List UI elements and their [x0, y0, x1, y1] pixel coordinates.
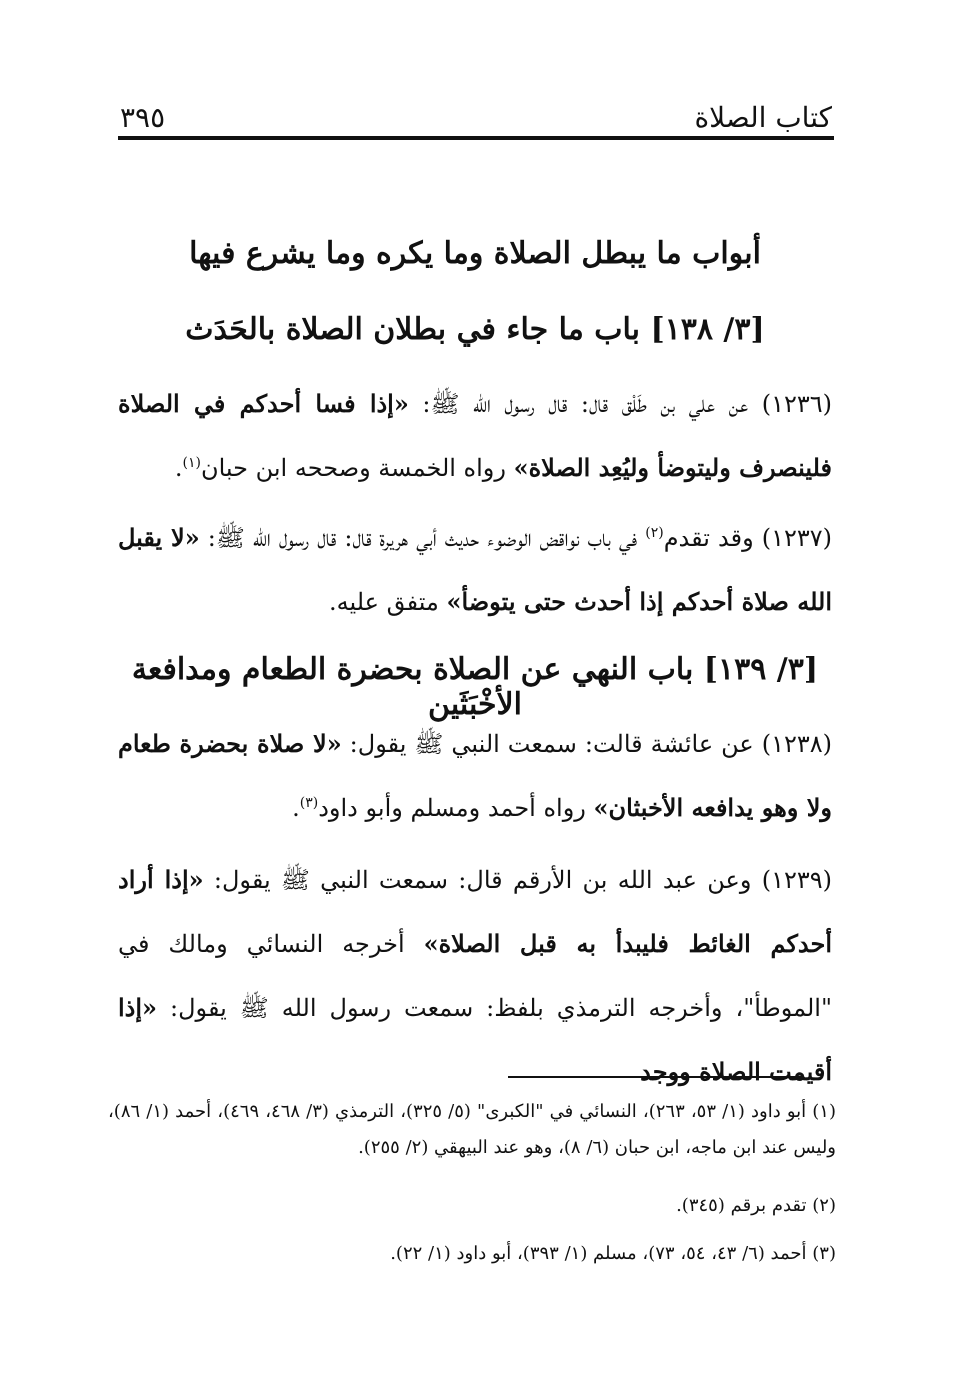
hadith-lead: (١٢٣٨) عن عائشة قالت: سمعت النبي ﷺ يقول: — [341, 730, 833, 758]
hadith-quote: «إذا أراد أحدكم الغائط فليبدأ به قبل الصلاة» — [118, 865, 832, 958]
hadith-lead: (١٢٣٩) وعن عبد الله بن الأرقم قال: سمعت النبي ﷺ يقول: — [203, 866, 832, 894]
hadith-1237 — [118, 506, 832, 634]
hadith-tail: متفق عليه. — [328, 588, 447, 616]
hadith-1236 — [118, 372, 832, 500]
book-title: كتاب الصلاة — [694, 101, 832, 134]
chapter-heading-138: [٣/ ١٣٨] باب ما جاء في بطلان الصلاة بالحَدَث — [185, 312, 765, 347]
footnote-ref-1[interactable]: (١) — [182, 455, 201, 471]
footnote-1: (١) أبو داود (١/ ٥٣، ٢٦٣)، النسائي في "الكبرى" (٥/ ٣٢٥)، الترمذي (٣/ ٤٦٨، ٤٦٩)، أحمد (١/ ٨٦)، وليس عند ابن ماجه، ابن حبان (٦/ ٨)، وهو عند البيهقي (٢/ ٢٥٥). — [108, 1101, 836, 1158]
footnote-2: (٢) تقدم برقم (٣٤٥). — [676, 1195, 836, 1216]
hadith-quote: «لا يقبل الله صلاة أحدكم إذا أحدث حتى يتوضأ» — [118, 523, 832, 616]
footnote-3: (٣) أحمد (٦/ ٤٣، ٥٤، ٧٣)، مسلم (١/ ٣٩٣)، أبو داود (١/ ٢٢). — [390, 1243, 836, 1264]
running-head — [120, 88, 832, 132]
footnote-ref-3[interactable]: (٣) — [299, 795, 319, 811]
header-rule — [118, 136, 834, 140]
hadith-quote: «إذا فسا أحدكم في الصلاة فلينصرف وليتوضأ وليُعِد الصلاة» — [118, 389, 832, 482]
footnote-separator — [508, 1076, 804, 1078]
hadith-end: . — [174, 454, 183, 482]
footnote-ref-2[interactable]: (٢) — [645, 525, 664, 541]
hadith-mid: أخرجه النسائي ومالك في "الموطأ"، وأخرجه الترمذي بلفظ: سمعت رسول الله ﷺ يقول: — [118, 930, 832, 1022]
hadith-lead: (١٢٣٧) وقد تقدم — [663, 524, 833, 552]
page-number: ٣٩٥ — [120, 101, 166, 134]
hadith-1238 — [118, 712, 832, 840]
hadith-mid: في باب نواقض الوضوء حديث أبي هريرة قال: قال رسول الله ﷺ: — [199, 524, 646, 552]
chapter-heading-139: [٣/ ١٣٩] باب النهي عن الصلاة بحضرة الطعام ومدافعة الأخْبَثَين — [131, 652, 819, 722]
hadith-end: . — [292, 794, 300, 822]
hadith-1239 — [118, 848, 832, 1104]
hadith-quote: «لا صلاة بحضرة طعام ولا وهو يدافعه الأخبثان» — [118, 729, 832, 822]
main-heading: أبواب ما يبطل الصلاة وما يكره وما يشرع فيها — [189, 236, 761, 271]
hadith-quote-2: «إذا أقيمت الصلاة ووجد — [118, 993, 832, 1086]
hadith-tail: رواه أحمد ومسلم وأبو داود — [318, 794, 594, 822]
hadith-tail: رواه الخمسة وصححه ابن حبان — [200, 454, 514, 482]
hadith-lead: (١٢٣٦) عن علي بن طَلْق قال: قال رسول الله ﷺ: — [408, 390, 832, 418]
